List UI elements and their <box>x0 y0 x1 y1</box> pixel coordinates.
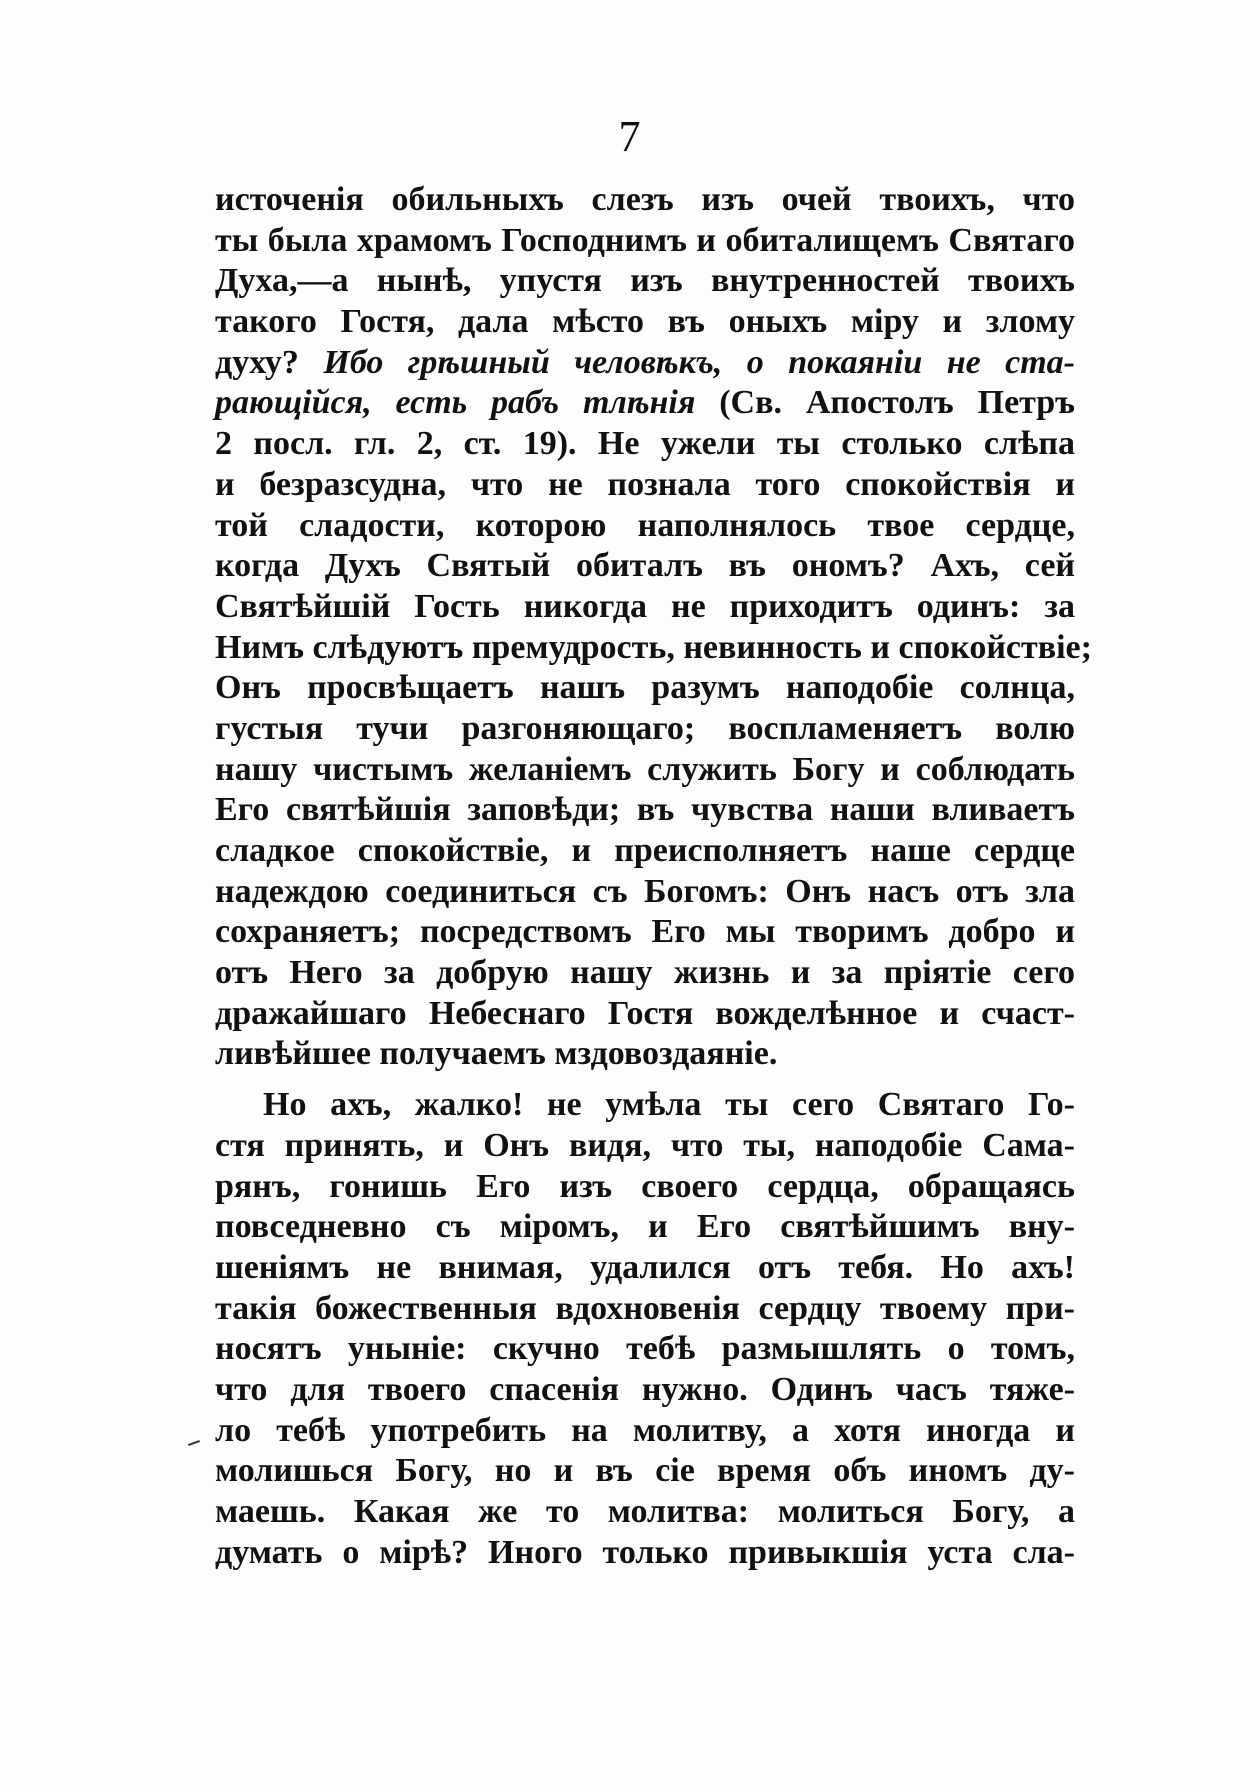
text-line: густыя тучи разгоняющаго; воспламеняетъ волю <box>215 709 1075 747</box>
paragraph-gap <box>215 1075 1075 1085</box>
text-line: такого Гостя, дала мѣсто въ оныхъ міру и злому <box>215 303 1075 341</box>
text-line: 2 посл. гл. 2, ст. 19). Не ужели ты столько слѣпа <box>215 425 1075 463</box>
text-segment: (Св. Апостолъ Петръ <box>695 384 1076 422</box>
text-line: нашу чистымъ желаніемъ служить Богу и соблюдать <box>215 750 1075 788</box>
text-line: ты была храмомъ Господнимъ и обиталищемъ Святаго <box>215 221 1075 259</box>
text-line: что для твоего спасенія нужно. Одинъ часъ тяже- <box>215 1370 1075 1408</box>
page-number: 7 <box>618 112 641 161</box>
text-line: Духа,—а нынѣ, упустя изъ внутренностей твоихъ <box>215 262 1075 300</box>
text-line: такія божественныя вдохновенія сердцу твоему при- <box>215 1289 1075 1327</box>
text-line <box>215 343 1075 384</box>
text-line: носятъ уныніе: скучно тебѣ размышлять о томъ, <box>215 1330 1075 1368</box>
text-line: молишься Богу, но и въ сіе время объ иномъ ду- <box>215 1452 1075 1490</box>
text-line: той сладости, которою наполнялось твое сердце, <box>215 506 1075 544</box>
text-line: источенія обильныхъ слезъ изъ очей твоихъ, что <box>215 181 1075 218</box>
paragraph-1 <box>215 180 1092 1075</box>
text-line: рянъ, гонишь Его изъ своего сердца, обращаясь <box>215 1167 1075 1205</box>
stray-ink-mark <box>188 1440 200 1446</box>
text-line: дражайшаго Небеснаго Гостя вожделѣнное и счаст- <box>215 994 1075 1032</box>
text-line: и безразсудна, что не познала того спокойствія и <box>215 465 1075 503</box>
text-line: надеждою соединиться съ Богомъ: Онъ насъ отъ зла <box>215 872 1075 910</box>
text-line: Онъ просвѣщаетъ нашъ разумъ наподобіе солнца, <box>215 669 1075 707</box>
text-line: Но ахъ, жалко! не умѣла ты сего Святаго Го- <box>263 1086 1075 1124</box>
text-line: стя принять, и Онъ видя, что ты, наподобіе Сама- <box>215 1126 1075 1164</box>
text-line: отъ Него за добрую нашу жизнь и за пріятіе сего <box>215 954 1075 992</box>
italic-quote: рающійся, есть рабъ тлѣнія <box>215 384 696 422</box>
text-line: когда Духъ Святый обиталъ въ ономъ? Ахъ, сей <box>215 547 1075 585</box>
italic-quote: Ибо грѣшный человѣкъ, о покаяніи не ста- <box>323 343 1075 381</box>
text-line: шеніямъ не внимая, удалился отъ тебя. Но ахъ! <box>215 1248 1075 1286</box>
text-line: сладкое спокойствіе, и преисполняетъ наше сердце <box>215 832 1075 869</box>
body-text <box>215 180 1092 1573</box>
text-line: ливѣйшее получаемъ мздовоздаяніе. <box>215 1035 778 1073</box>
text-line: Святѣйшій Гость никогда не приходитъ одинъ: за <box>215 587 1075 625</box>
text-line: повседневно съ міромъ, и Его святѣйшимъ вну- <box>215 1208 1075 1246</box>
text-line: Нимъ слѣдуютъ премудрость, невинность и спокойствіе; <box>215 628 1092 666</box>
text-line: ло тебѣ употребить на молитву, а хотя иногда и <box>215 1411 1075 1449</box>
text-segment: духу? <box>215 343 324 381</box>
paragraph-2 <box>215 1085 1075 1573</box>
text-line: сохраняетъ; посредствомъ Его мы творимъ добро и <box>215 913 1075 951</box>
text-line <box>215 383 1075 424</box>
text-line: думать о мірѣ? Иного только привыкшія уста сла- <box>215 1533 1075 1571</box>
text-line: Его святѣйшія заповѣди; въ чувства наши вливаетъ <box>215 791 1075 829</box>
text-line: маешь. Какая же то молитва: молиться Богу, а <box>215 1493 1075 1530</box>
